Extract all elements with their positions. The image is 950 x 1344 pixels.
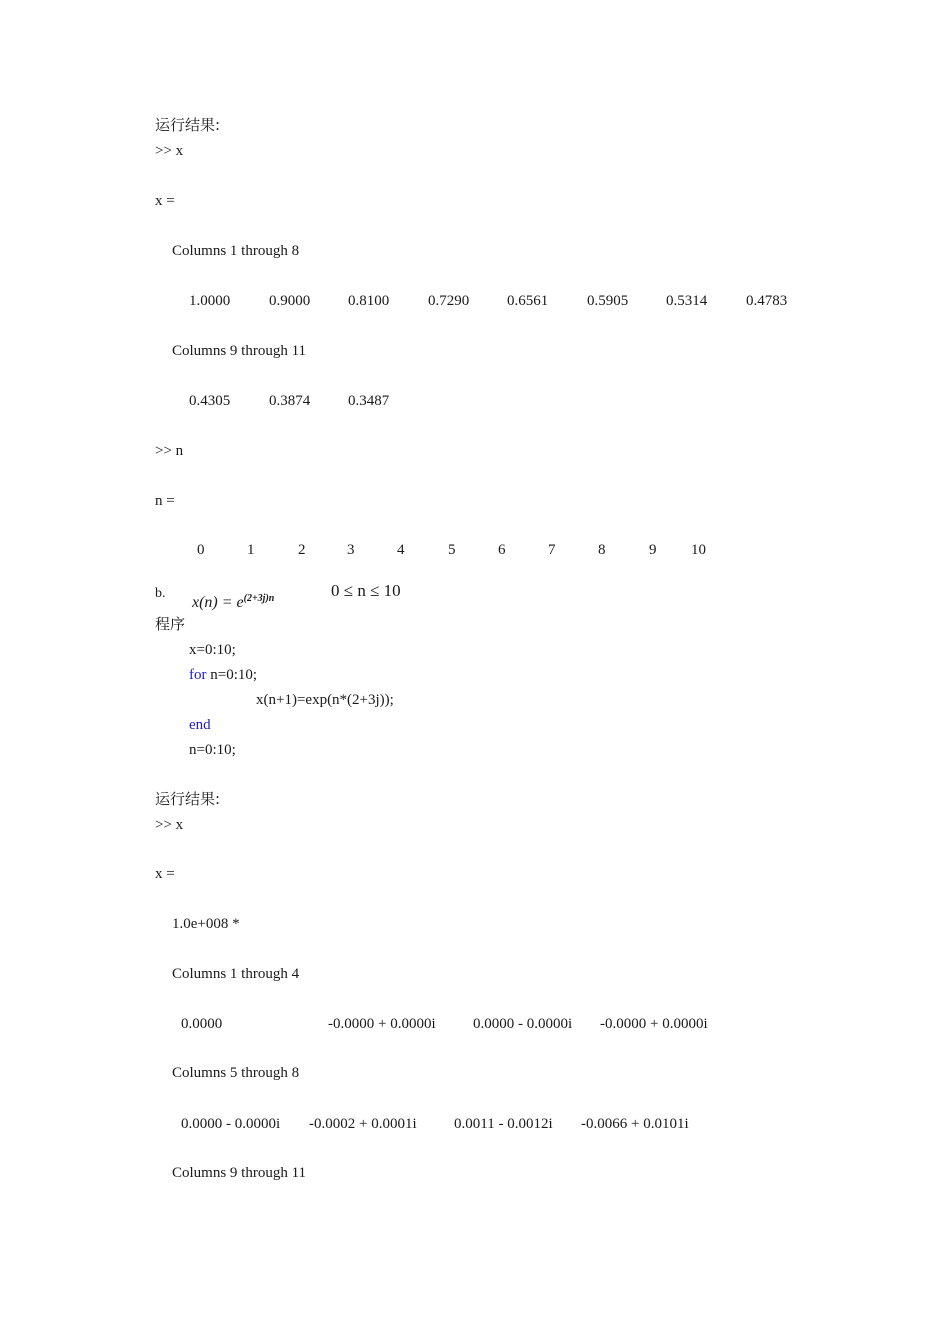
n-value: 1 (247, 542, 255, 558)
complex-value: -0.0066 + 0.0101i (581, 1116, 689, 1132)
command-x-b: >> x (155, 817, 184, 833)
command-n: >> n (155, 443, 184, 459)
result-label-a: 运行结果: (155, 116, 221, 134)
code-line (189, 668, 257, 683)
complex-value: -0.0002 + 0.0001i (309, 1116, 417, 1132)
code-line: x=0:10; (189, 642, 236, 658)
n-value: 0 (197, 542, 205, 558)
x-value: 0.3487 (348, 393, 390, 409)
keyword-for: for (189, 667, 207, 683)
code-line: x(n+1)=exp(n*(2+3j)); (256, 692, 394, 708)
n-equals: n = (155, 493, 175, 509)
formula (184, 578, 274, 611)
x-value: 0.5905 (587, 293, 629, 309)
n-value: 8 (598, 542, 606, 558)
code-line: n=0:10; (189, 742, 236, 758)
n-value: 2 (298, 542, 306, 558)
keyword-end: end (189, 717, 211, 733)
x-value: 0.4305 (189, 393, 231, 409)
x-value: 0.9000 (269, 293, 311, 309)
code-line-rest: n=0:10; (206, 667, 258, 683)
complex-value: 0.0000 (181, 1016, 223, 1032)
x-value: 0.5314 (666, 293, 708, 309)
n-value: 7 (548, 542, 556, 558)
n-value: 10 (691, 542, 706, 558)
result-label-b: 运行结果: (155, 790, 221, 808)
section-b-label: b. (155, 586, 166, 601)
complex-value: 0.0000 - 0.0000i (473, 1016, 573, 1032)
formula-lhs: x(n) = e (192, 594, 244, 611)
columns-5-8-heading: Columns 5 through 8 (172, 1065, 300, 1081)
x-equals-a: x = (155, 193, 175, 209)
columns-1-8-heading: Columns 1 through 8 (172, 243, 300, 259)
n-value: 3 (347, 542, 355, 558)
x-value: 0.4783 (746, 293, 788, 309)
columns-1-4-heading: Columns 1 through 4 (172, 966, 300, 982)
x-equals-b: x = (155, 866, 175, 882)
scale-factor: 1.0e+008 * (172, 916, 240, 932)
complex-value: 0.0011 - 0.0012i (454, 1116, 553, 1132)
n-value: 9 (649, 542, 657, 558)
x-value: 0.6561 (507, 293, 549, 309)
formula-exponent: (2+3j)n (243, 593, 275, 604)
columns-9-11-heading-b: Columns 9 through 11 (172, 1165, 307, 1181)
n-value: 6 (498, 542, 506, 558)
n-value: 4 (397, 542, 405, 558)
program-label: 程序 (155, 615, 186, 633)
complex-value: 0.0000 - 0.0000i (181, 1116, 281, 1132)
complex-value: -0.0000 + 0.0000i (600, 1016, 708, 1032)
command-x-a: >> x (155, 143, 184, 159)
x-value: 0.8100 (348, 293, 390, 309)
n-value: 5 (448, 542, 456, 558)
complex-value: -0.0000 + 0.0000i (328, 1016, 436, 1032)
columns-9-11-heading-a: Columns 9 through 11 (172, 343, 307, 359)
formula-range: 0 ≤ n ≤ 10 (331, 581, 401, 600)
x-value: 1.0000 (189, 293, 231, 309)
x-value: 0.7290 (428, 293, 470, 309)
x-value: 0.3874 (269, 393, 311, 409)
